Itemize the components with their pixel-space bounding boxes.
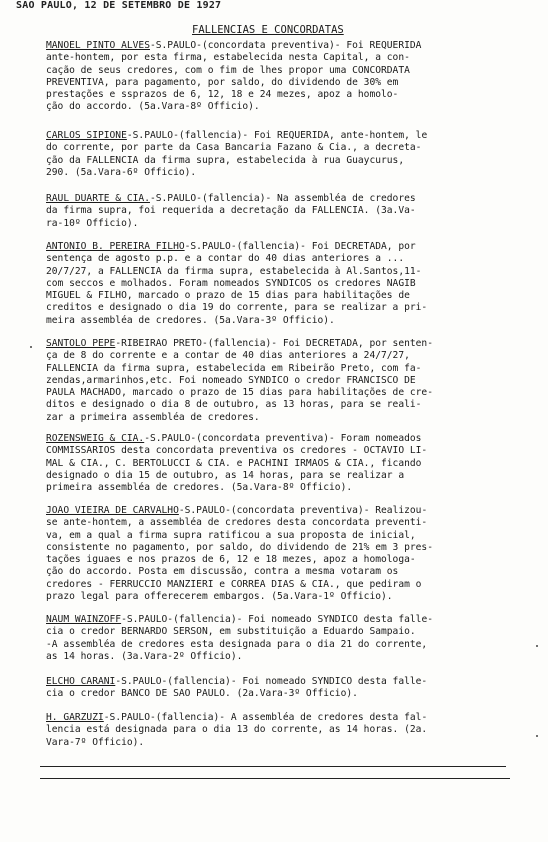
entry-antonio-pereira-filho — [46, 241, 516, 327]
entry-line: MAL & CIA., C. BERTOLUCCI & CIA. e PACHINI IRMAOS & CIA., ficando — [46, 457, 422, 469]
entry-line: cação de seus credores, com o fim de lhes propor uma CONCORDATA — [46, 64, 410, 76]
entry-line: prestações e ssprazos de 6, 12, 18 e 24 mezes, apoz a homolo- — [46, 89, 399, 101]
entry-text: -S.PAULO-(fallencia)- Foi nomeado SYNDICO desta falle- — [121, 614, 433, 625]
entry-line: PREVENTIVA, para pagamento, por saldo, do dividendo de 30% em — [46, 76, 399, 88]
entry-line: credores - FERRUCCIO MANZIERI e CORRÊA DIAS & CIA., que pediram o — [46, 578, 422, 590]
entry-line: ça de 8 do corrente e a contar de 40 dias anteriores a 24/7/27, — [46, 350, 410, 362]
entry-line — [46, 40, 516, 52]
entry-line — [46, 241, 516, 253]
entry-name: H. GARZUZI — [46, 712, 104, 723]
entry-line: meira assembléa de credores. (5a.Vara-3º Officio). — [46, 314, 335, 326]
entry-line: se ante-hontem, a assembléa de credores desta concordata preventi- — [46, 517, 428, 529]
entry-line: creditos e designado o dia 19 do corrente, para se realizar a pri- — [46, 302, 428, 314]
entry-line — [46, 614, 516, 626]
entry-line: FALLENCIA da firma supra, estabelecida em Ribeirão Preto, com fa- — [46, 362, 422, 374]
entry-joao-vieira-de-carvalho — [46, 505, 516, 603]
entry-line: com seccos e molhados. Foram nomeados SYNDICOS os credores NAGIB — [46, 277, 416, 289]
entry-text: -S.PAULO-(concordata preventiva)- Foram nomeados — [144, 433, 422, 444]
entry-line: ção da FALLENCIA da firma supra, estabelecida à rua Guaycurus, — [46, 154, 405, 166]
entry-line: designado o dia 15 de outubro, as 14 horas, para se realizar a — [46, 469, 405, 481]
entry-line: -A assembléa de credores esta designada para o dia 21 do corrente, — [46, 638, 428, 650]
margin-mark — [536, 645, 538, 647]
entry-line: cia o credor BANCO DE SAO PAULO. (2a.Vara-3º Officio). — [46, 688, 358, 700]
entry-line — [46, 505, 516, 517]
entry-line — [46, 712, 516, 724]
divider-rule — [40, 778, 510, 779]
entry-line: COMMISSARIOS desta concordata preventiva os credores - OCTAVIO LI- — [46, 445, 428, 457]
entry-line: MIGUEL & FILHO, marcado o prazo de 15 dias para habilitações de — [46, 290, 410, 302]
entry-line: lencia está designada para o dia 13 do corrente, as 14 horas. (2a. — [46, 724, 428, 736]
entry-name: RAUL DUARTE & CIA. — [46, 193, 150, 204]
entry-line: zar a primeira assembléa de credores. — [46, 411, 260, 423]
entry-text: -S.PAULO-(fallencia)- Foi REQUERIDA, ante-hontem, le — [126, 130, 428, 141]
entry-carlos-sipione — [46, 130, 516, 179]
entry-name: CARLOS SIPIONE — [46, 130, 127, 141]
entry-line: da firma supra, foi requerida a decretação da FALLENCIA. (3a.Va- — [46, 205, 416, 217]
margin-mark — [536, 735, 538, 737]
entry-name: SANTOLO PEPE — [46, 338, 116, 349]
entry-elcho-carani — [46, 676, 516, 701]
entry-line: tações iguaes e nos prazos de 6, 12 e 18 mezes, apoz a homologa- — [46, 554, 416, 566]
entry-raul-duarte — [46, 193, 516, 230]
entry-line: 290. (5a.Vara-6º Officio). — [46, 166, 197, 178]
entry-line: prazo legal para offerecerem embargos. (5a.Vara-1º Officio). — [46, 591, 393, 603]
entry-line — [46, 130, 516, 142]
entry-rozensweig — [46, 433, 516, 494]
entry-text: -RIBEIRAO PRETO-(fallencia)- Foi DECRETADA, por senten- — [115, 338, 433, 349]
entry-manoel-pinto-alves — [46, 40, 516, 114]
entry-text: -S.PAULO-(concordata preventiva)- Foi REQUERIDA — [149, 40, 422, 51]
entry-name: JOÃO VIEIRA DE CARVALHO — [46, 505, 179, 516]
entry-name: ANTONIO B. PEREIRA FILHO — [46, 241, 185, 252]
entry-line: ditos e designado o dia 8 de outubro, as 13 horas, para se reali- — [46, 399, 422, 411]
entry-text: -S.PAULO-(fallencia)- Foi nomeado SYNDICO desta falle- — [115, 676, 428, 687]
entry-line: ção do accordo. (5a.Vara-8º Officio). — [46, 101, 260, 113]
entry-line: consistente no pagamento, por saldo, do dividendo de 21% em 3 pres- — [46, 541, 433, 553]
entry-line: ra-10º Officio). — [46, 217, 139, 229]
entry-line: do corrente, por parte da Casa Bancaria Fazano & Cia., a decreta- — [46, 142, 422, 154]
entry-line: va, em a qual a firma supra ratificou a sua proposta de inicial, — [46, 529, 416, 541]
margin-mark — [30, 346, 32, 348]
entry-line: PAULA MACHADO, marcado o prazo de 15 dias para habilitações de cre- — [46, 387, 433, 399]
entry-santolo-pepe — [46, 338, 516, 424]
entry-line — [46, 676, 516, 688]
dateline: SAO PAULO, 12 DE SETEMBRO DE 1927 — [16, 0, 222, 11]
entry-line: as 14 horas. (3a.Vara-2º Officio). — [46, 650, 243, 662]
entry-text: -S.PAULO-(fallencia)- Foi DECRETADA, por — [184, 241, 416, 252]
divider-rule — [40, 766, 506, 767]
entry-text: -S.PAULO-(concordata preventiva)- Realizou- — [178, 505, 428, 516]
entry-naum-wainzoff — [46, 614, 516, 663]
entry-line: cia o credor BERNARDO SERSON, em substituição a Eduardo Sampaio. — [46, 626, 416, 638]
entry-name: MANOEL PINTO ALVES — [46, 40, 150, 51]
entry-line: ção do accordo. Posta em discussão, contra a mesma votaram os — [46, 566, 399, 578]
entry-line — [46, 193, 516, 205]
entry-name: NAUM WAINZOFF — [46, 614, 122, 625]
entry-text: -S.PAULO-(fallencia)- Na assembléa de credores — [149, 193, 416, 204]
entry-name: ROZENSWEIG & CIA. — [46, 433, 145, 444]
entry-name: ELCHO CARANI — [46, 676, 116, 687]
entry-h-garzuzi — [46, 712, 516, 749]
entry-line: Vara-7º Officio). — [46, 736, 145, 748]
entry-line — [46, 338, 516, 350]
entry-line: zendas,armarinhos,etc. Foi nomeado SYNDICO o credor FRANCISCO DE — [46, 374, 416, 386]
entry-line: primeira assembléa de credores. (5a.Vara-8º Officio). — [46, 482, 353, 494]
entry-line: 20/7/27, a FALLENCIA da firma supra, estabelecida à Al.Santos,11- — [46, 265, 422, 277]
entry-text: -S.PAULO-(fallencia)- A assembléa de credores desta fal- — [103, 712, 428, 723]
entry-line: sentença de agosto p.p. e a contar do 40 dias anteriores a ... — [46, 253, 405, 265]
entry-line — [46, 433, 516, 445]
entry-line: ante-hontem, por esta firma, estabelecida nesta Capital, a con- — [46, 52, 410, 64]
page-title: FALLENCIAS E CONCORDATAS — [192, 24, 344, 36]
